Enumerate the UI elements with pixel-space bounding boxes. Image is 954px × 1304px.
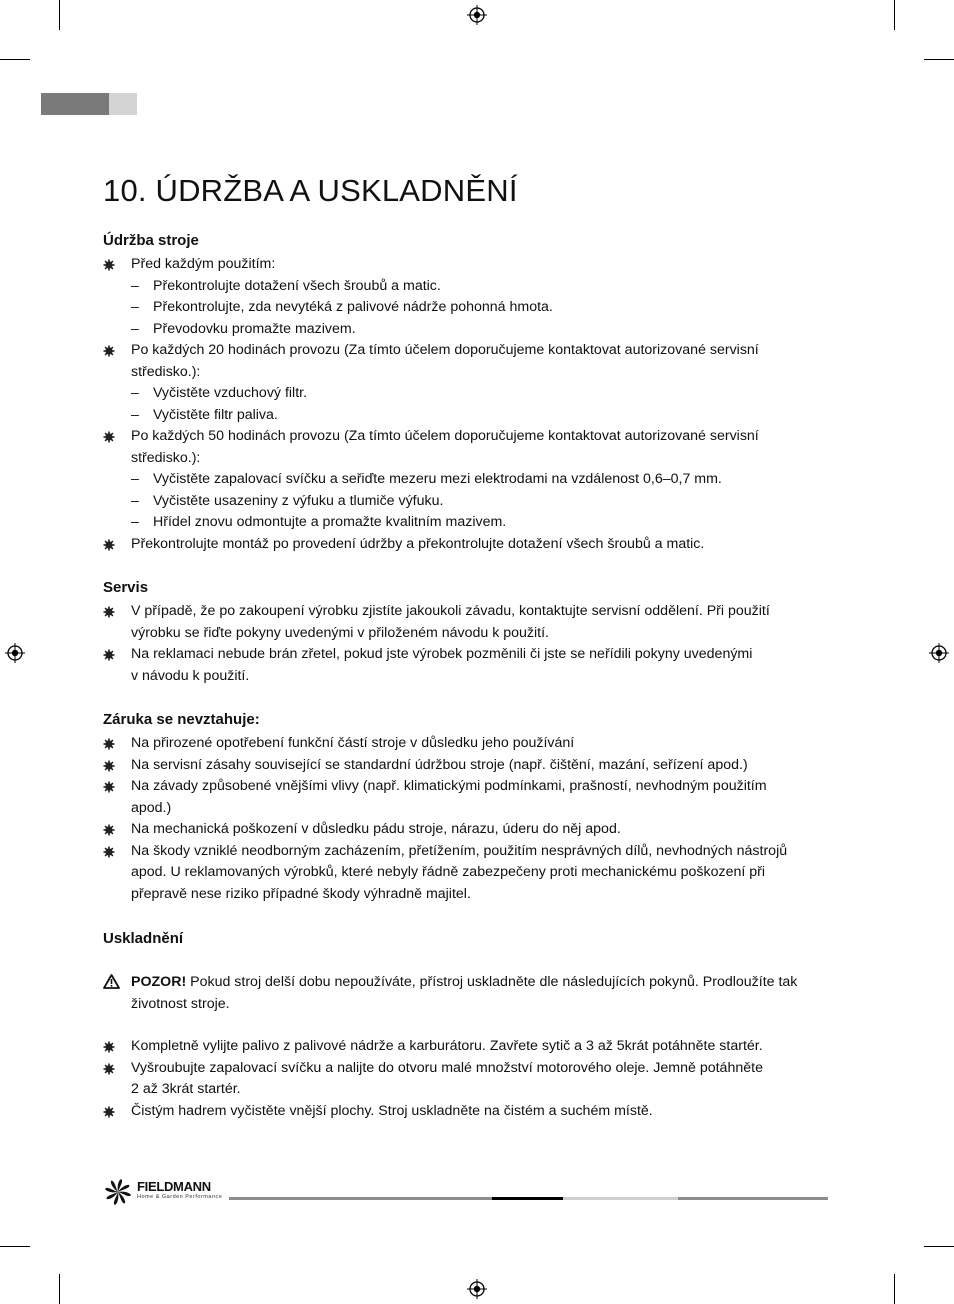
sub-item-text: Vyčistěte usazeniny z výfuku a tlumiče výfuku. <box>153 492 444 509</box>
section-title: Záruka se nevztahuje: <box>103 711 260 728</box>
crop-mark <box>59 1274 60 1304</box>
crop-mark <box>0 59 30 60</box>
sub-item: – Vyčistěte vzduchový filtr. <box>131 385 308 401</box>
gear-bullet-icon <box>103 649 115 661</box>
registration-mark-icon <box>467 5 487 25</box>
sub-item-text: Překontrolujte, zda nevytéká z palivové nádrže pohonná hmota. <box>153 299 553 315</box>
sub-item-text: Vyčistěte zapalovací svíčku a seřiďte mezeru mezi elektrodami na vzdálenost 0,6–0,7 mm. <box>153 471 722 487</box>
item-text: Vyšroubujte zapalovací svíčku a nalijte do otvoru malé množství motorového oleje. Jemně potáhněte <box>131 1059 763 1076</box>
sub-item: – Překontrolujte, zda nevytéká z palivové nádrže pohonná hmota. <box>131 299 553 315</box>
item-text-continued: apod. U reklamovaných výrobků, které nebyly řádně zabezpečeny proti mechanickému poškození při <box>131 864 766 880</box>
item-text-continued: 2 až 3krát startér. <box>131 1081 241 1097</box>
sub-item: – Vyčistěte zapalovací svíčku a seřiďte mezeru mezi elektrodami na vzdálenost 0,6–0,7 mm. <box>131 471 722 487</box>
service-section <box>103 577 833 687</box>
list-item <box>103 755 833 777</box>
item-text: Před každým použitím: <box>131 256 276 272</box>
sub-item-text: Vyčistěte vzduchový filtr. <box>153 385 308 401</box>
list-item <box>103 426 833 469</box>
brand-tagline: Home & Garden Performance <box>137 1194 223 1200</box>
sub-item-text: Vyčistěte filtr paliva. <box>153 406 278 423</box>
item-text: Kompletně vylijte palivo z palivové nádrže a karburátoru. Zavřete sytič a 3 až 5krát potáhněte startér. <box>131 1038 763 1054</box>
gear-bullet-icon <box>103 1041 115 1053</box>
gear-bullet-icon <box>103 345 115 357</box>
brand-logo <box>103 1178 228 1206</box>
warranty-section <box>103 709 833 905</box>
sub-item: – Převodovku promažte mazivem. <box>131 320 356 337</box>
sub-item-text: Převodovku promažte mazivem. <box>153 320 356 337</box>
sub-item: – Překontrolujte dotažení všech šroubů a matic. <box>131 277 441 294</box>
list-item <box>103 644 833 687</box>
item-text-continued: apod.) <box>131 799 172 816</box>
item-text: Na závady způsobené vnějšími vlivy (např. klimatickými podmínkami, prašností, nevhodným použitím <box>131 778 767 794</box>
list-item <box>103 1036 833 1058</box>
footer-rule-mid <box>678 1197 828 1200</box>
gear-bullet-icon <box>103 606 115 618</box>
registration-mark-icon <box>5 643 25 663</box>
sub-item-text: Hřídel znovu odmontujte a promažte kvalitním mazivem. <box>153 514 507 530</box>
warning-text: Pokud stroj delší dobu nepoužíváte, přístroj uskladněte dle následujících pokynů. Prodloužíte tak <box>190 974 798 990</box>
registration-mark-icon <box>929 643 949 663</box>
crop-mark <box>924 59 954 60</box>
gear-bullet-icon <box>103 1106 115 1118</box>
gear-bullet-icon <box>103 824 115 836</box>
item-text-continued: středisko.): <box>131 363 201 380</box>
item-text: Po každých 50 hodinách provozu (Za tímto účelem doporučujeme kontaktovat autorizované servisní <box>131 428 759 444</box>
footer-rule-light <box>563 1197 678 1200</box>
list-item <box>103 776 833 819</box>
list-item <box>103 733 833 755</box>
sub-item: – Hřídel znovu odmontujte a promažte kvalitním mazivem. <box>131 514 507 530</box>
item-text: Po každých 20 hodinách provozu (Za tímto účelem doporučujeme kontaktovat autorizované servisní <box>131 342 759 358</box>
gear-bullet-icon <box>103 781 115 793</box>
list-item <box>103 819 833 841</box>
list-item <box>103 601 833 644</box>
item-text: Čistým hadrem vyčistěte vnější plochy. Stroj uskladněte na čistém a suchém místě. <box>131 1102 653 1119</box>
crop-mark <box>894 1274 895 1304</box>
gear-bullet-icon <box>103 846 115 858</box>
list-item <box>103 1101 833 1123</box>
item-text-continued: přepravě nese riziko případné škody výhradně majitel. <box>131 885 471 902</box>
warning-triangle-icon <box>103 974 120 989</box>
item-text: Na servisní zásahy související se standardní údržbou stroje (např. čištění, mazání, seřízení apod.) <box>131 756 748 773</box>
section-title: Údržba stroje <box>103 232 199 249</box>
fan-logo-icon <box>103 1178 133 1206</box>
crop-mark <box>59 0 60 30</box>
item-text: V případě, že po zakoupení výrobku zjistíte jakoukoli závadu, kontaktujte servisní oddělení. Při použití <box>131 603 770 619</box>
sub-item: – Vyčistěte filtr paliva. <box>131 406 278 423</box>
crop-mark <box>0 1246 30 1247</box>
sub-item: – Vyčistěte usazeniny z výfuku a tlumiče výfuku. <box>131 492 444 509</box>
item-text: Na škody vzniklé neodborným zacházením, přetížením, použitím nesprávných dílů, nevhodných nástrojů <box>131 842 788 859</box>
registration-mark-icon <box>467 1279 487 1299</box>
item-text-continued: v návodu k použití. <box>131 667 250 684</box>
list-item <box>103 1058 833 1101</box>
footer-rule-mid <box>229 1197 492 1200</box>
gear-bullet-icon <box>103 760 115 772</box>
list-item <box>103 534 833 556</box>
list-item <box>103 340 833 383</box>
section-title: Servis <box>103 579 149 596</box>
list-item <box>103 254 833 276</box>
page-title: 10. ÚDRŽBA A USKLADNĚNÍ <box>103 173 518 208</box>
gear-bullet-icon <box>103 1063 115 1075</box>
maintenance-section <box>103 230 833 555</box>
footer-rule-dark <box>492 1197 563 1200</box>
gear-bullet-icon <box>103 431 115 443</box>
warning-note <box>103 972 833 1015</box>
item-text: Na reklamaci nebude brán zřetel, pokud jste výrobek pozměnili či jste se neřídili pokyny uvedenými <box>131 646 753 662</box>
gear-bullet-icon <box>103 539 115 551</box>
gear-bullet-icon <box>103 259 115 271</box>
item-text: Na mechanická poškození v důsledku pádu stroje, nárazu, úderu do něj apod. <box>131 821 621 837</box>
page-tab-marker <box>41 93 109 115</box>
page-tab-marker-light <box>109 93 137 115</box>
crop-mark <box>894 0 895 30</box>
brand-name: FIELDMANN <box>137 1179 211 1194</box>
page-content <box>103 170 833 1119</box>
list-item <box>103 841 833 906</box>
warning-text-continued: životnost stroje. <box>131 995 230 1012</box>
storage-section <box>103 928 833 1122</box>
item-text-continued: středisko.): <box>131 449 201 466</box>
warning-label: POZOR! <box>131 974 187 990</box>
crop-mark <box>924 1246 954 1247</box>
section-title: Uskladnění <box>103 930 184 947</box>
sub-item-text: Překontrolujte dotažení všech šroubů a matic. <box>153 277 441 294</box>
item-text-continued: výrobku se řiďte pokyny uvedenými v přiloženém návodu k použití. <box>131 624 549 641</box>
item-text: Na přirozené opotřebení funkční částí stroje v důsledku jeho používání <box>131 735 575 751</box>
item-text: Překontrolujte montáž po provedení údržby a překontrolujte dotažení všech šroubů a matic. <box>131 535 705 552</box>
gear-bullet-icon <box>103 738 115 750</box>
